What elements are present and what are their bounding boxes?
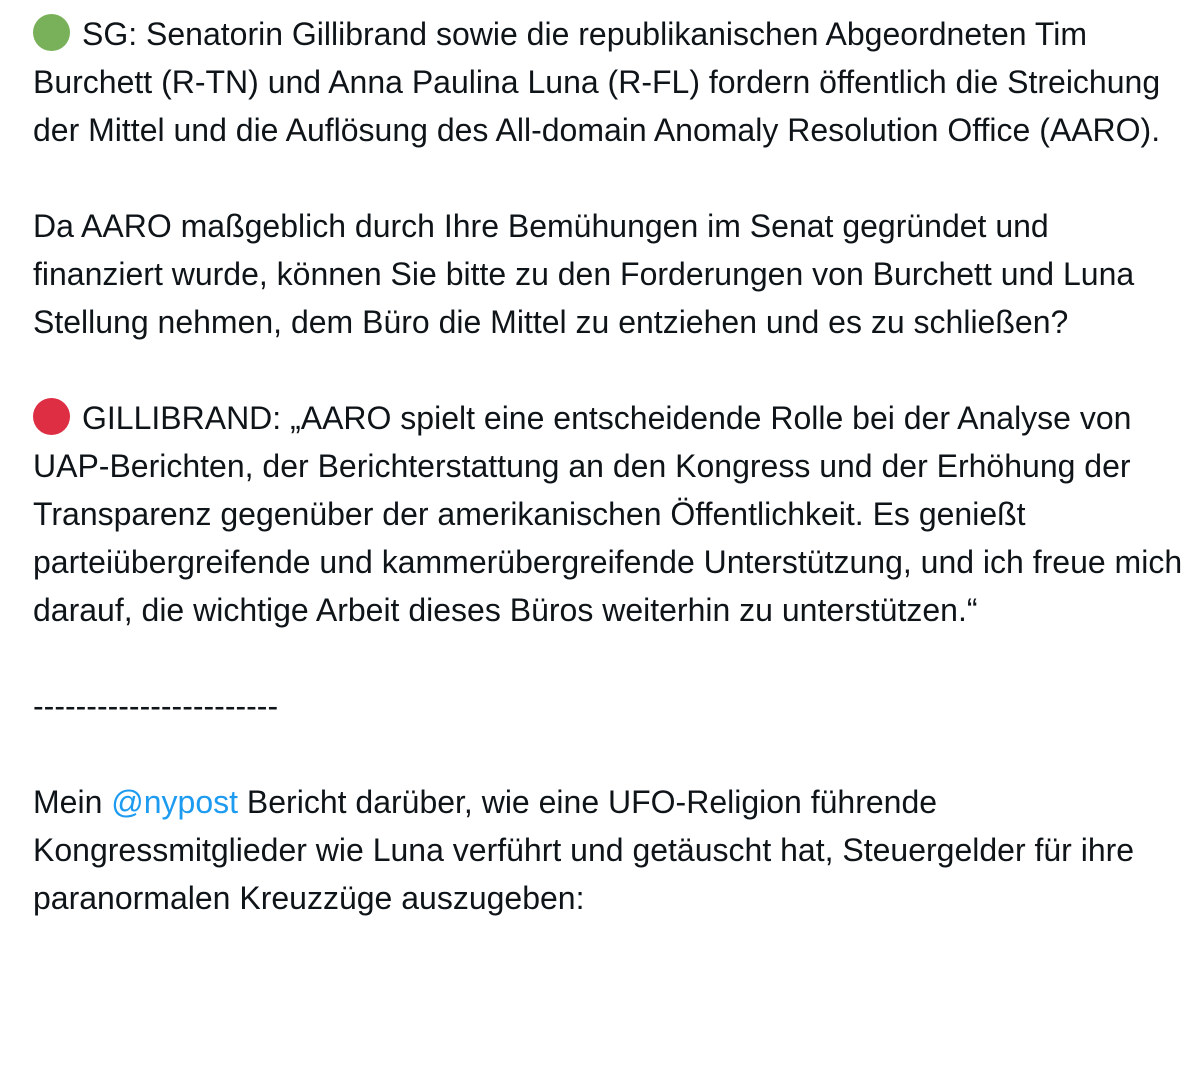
paragraph-text: SG: Senatorin Gillibrand sowie die republikanischen Abgeordneten Tim Burchett (R-TN) und Anna Paulina Luna (R-FL) fordern öffentlich die Streichung der Mittel und die Auflösung des All-domain Anomaly Resolution Office (AARO). [33, 16, 1161, 148]
paragraph-report [33, 778, 1183, 922]
paragraph-question-intro [33, 10, 1183, 154]
paragraph-suffix: Bericht darüber, wie eine UFO-Religion führende Kongressmitglieder wie Luna verführt und getäuscht hat, Steuergelder für ihre paranormalen Kreuzzüge auszugeben: [33, 784, 1135, 916]
paragraph-text: GILLIBRAND: „AARO spielt eine entscheidende Rolle bei der Analyse von UAP-Berichten, der Berichterstattung an den Kongress und der Erhöhung der Transparenz gegenüber der amerikanischen Öffentlichkeit. Es genießt parteiübergreifende und kammerübergreifende Unterstützung, und ich freue mich darauf, die wichtige Arbeit dieses Büros weiterhin zu unterstützen.“ [33, 400, 1183, 628]
divider-line: ----------------------- [33, 688, 279, 724]
tweet-text [33, 10, 1183, 922]
paragraph-prefix: Mein [33, 784, 112, 820]
paragraph-answer [33, 394, 1183, 634]
paragraph-gap [33, 346, 1183, 394]
red-circle-icon [33, 398, 70, 435]
mention-link-nypost[interactable]: @nypost [111, 784, 239, 820]
green-circle-icon [33, 14, 70, 51]
paragraph-gap [33, 634, 1183, 682]
paragraph-text: Da AARO maßgeblich durch Ihre Bemühungen im Senat gegründet und finanziert wurde, können Sie bitte zu den Forderungen von Burchett und Luna Stellung nehmen, dem Büro die Mittel zu entziehen und es zu schließen? [33, 208, 1135, 340]
paragraph-question [33, 202, 1183, 346]
paragraph-gap [33, 730, 1183, 778]
paragraph-gap [33, 154, 1183, 202]
